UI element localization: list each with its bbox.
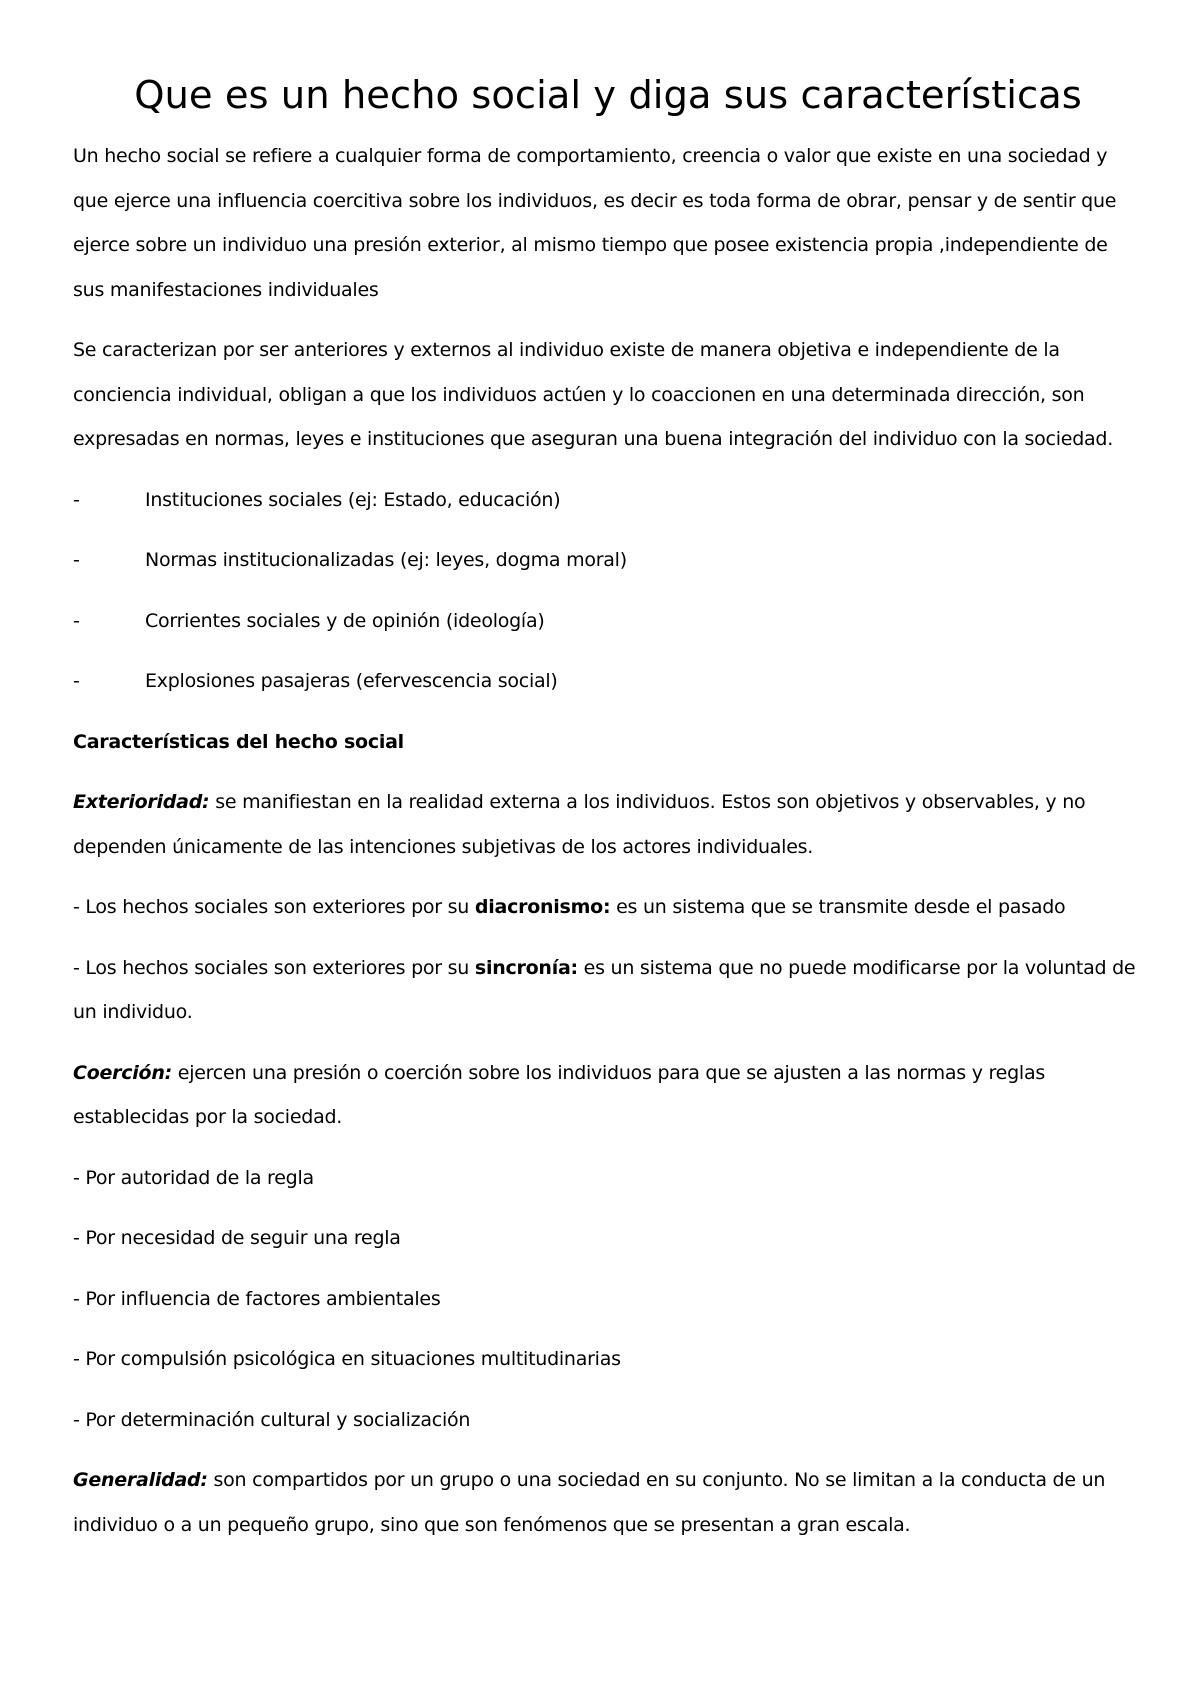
list-item: - Por determinación cultural y socialización [73, 1408, 471, 1431]
sincronia-text: es un sistema que no puede modificarse por la voluntad de un individuo. [73, 956, 1136, 1023]
characterized-paragraph: Se caracterizan por ser anteriores y externos al individuo existe de manera objetiva e independiente de la conciencia individual, obligan a que los individuos actúen y lo coaccionen en una determinada dirección, son expresadas en normas, leyes e instituciones que aseguran una buena integración del individuo con la sociedad. [73, 339, 1114, 450]
diacronismo-text: es un sistema que se transmite desde el pasado [610, 896, 1066, 918]
sincronia-term: sincronía: [474, 956, 578, 979]
bullet-dash: - [73, 670, 80, 692]
coercion-text: ejercen una presión o coerción sobre los individuos para que se ajusten a las normas y reglas establecidas por la sociedad. [73, 1061, 1045, 1128]
list-item [73, 659, 1143, 704]
coercion-term: Coerción: [73, 1061, 172, 1084]
exterioridad-paragraph [73, 780, 1143, 869]
list-item-text: Explosiones pasajeras (efervescencia social) [145, 670, 558, 692]
list-item [73, 538, 1143, 583]
document-title: Que es un hecho social y diga sus características [134, 73, 1082, 118]
list-item-text: Instituciones sociales (ej: Estado, educación) [145, 488, 561, 511]
list-item: - Por compulsión psicológica en situaciones multitudinarias [73, 1348, 621, 1370]
intro-paragraph: Un hecho social se refiere a cualquier forma de comportamiento, creencia o valor que existe en una sociedad y que ejerce una influencia coercitiva sobre los individuos, es decir es toda forma de obrar, pensar y de sentir que ejerce sobre un individuo una presión exterior, al mismo tiempo que posee existencia propia ,independiente de sus manifestaciones individuales [73, 145, 1117, 301]
characteristics-heading: Características del hecho social [73, 730, 404, 753]
diacronismo-prefix: - Los hechos sociales son exteriores por su [73, 896, 475, 918]
exterioridad-text: se manifiestan en la realidad externa a los individuos. Estos son objetivos y observables, y no dependen únicamente de las intenciones subjetivas de los actores individuales. [73, 791, 1086, 858]
sincronia-prefix: - Los hechos sociales son exteriores por su [73, 956, 475, 979]
document-page [73, 70, 1143, 1563]
bullet-dash: - [73, 609, 80, 632]
generalidad-term: Generalidad: [73, 1469, 208, 1491]
diacronismo-term: diacronismo: [474, 896, 611, 918]
generalidad-text: son compartidos por un grupo o una sociedad en su conjunto. No se limitan a la conducta de un individuo o a un pequeño grupo, sino que son fenómenos que se presentan a gran escala. [73, 1469, 1106, 1536]
coercion-paragraph [73, 1051, 1143, 1140]
sincronia-paragraph [73, 946, 1143, 1035]
generalidad-paragraph [73, 1458, 1143, 1547]
list-item-text: Normas institucionalizadas (ej: leyes, dogma moral) [145, 549, 627, 571]
bullet-dash: - [73, 549, 80, 571]
list-item-text: Corrientes sociales y de opinión (ideología) [145, 609, 545, 632]
exterioridad-term: Exterioridad: [73, 791, 210, 813]
list-item: - Por necesidad de seguir una regla [73, 1227, 401, 1249]
list-item: - Por influencia de factores ambientales [73, 1287, 441, 1310]
list-item [73, 478, 1143, 523]
diacronismo-paragraph [73, 885, 1143, 930]
bullet-dash: - [73, 488, 80, 511]
list-item [73, 599, 1143, 644]
list-item: - Por autoridad de la regla [73, 1166, 314, 1189]
